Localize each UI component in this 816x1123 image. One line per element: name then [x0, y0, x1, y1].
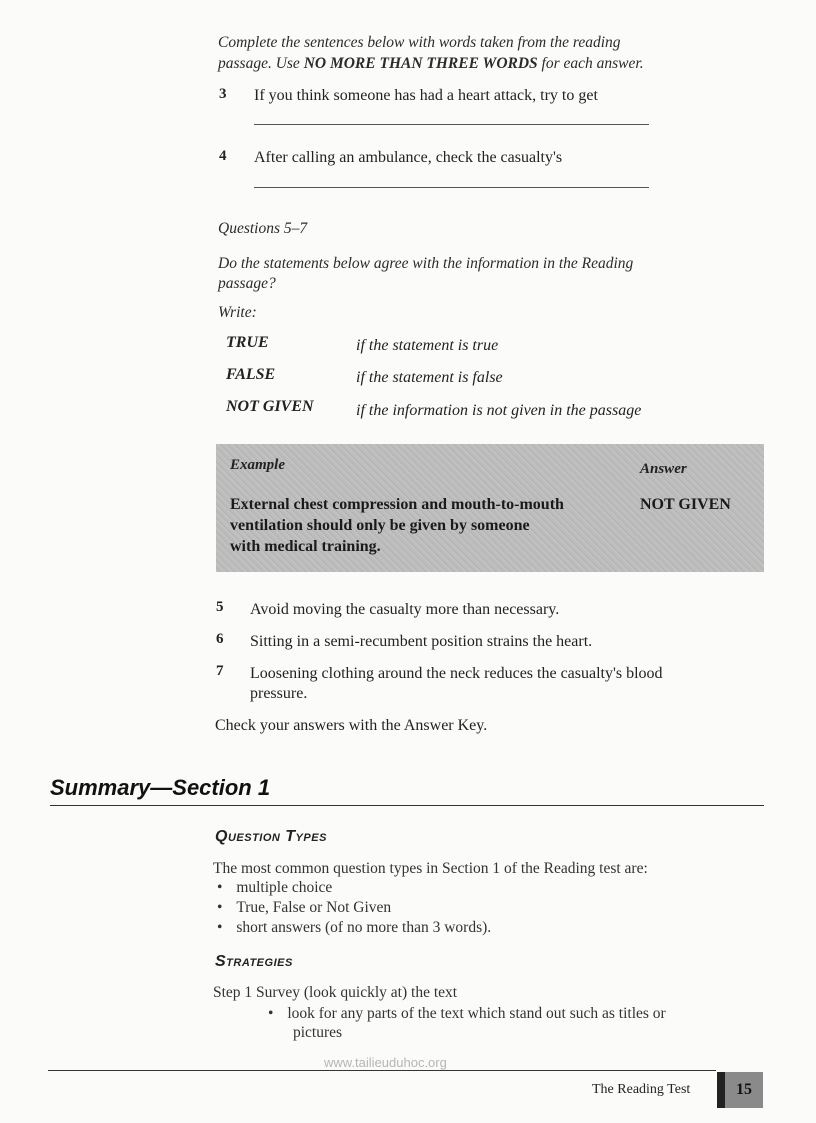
- instructions-line-1: Complete the sentences below with words taken from the reading: [218, 34, 621, 51]
- question-3-number: 3: [219, 86, 227, 102]
- item-5-number: 5: [216, 599, 224, 615]
- legend-value-not-given: if the information is not given in the passage: [356, 402, 642, 419]
- question-type-bullet-2: [217, 899, 391, 917]
- page-number-badge: [717, 1072, 763, 1108]
- bullet-icon: •: [268, 1005, 274, 1022]
- example-statement-line-3: with medical training.: [230, 538, 381, 555]
- answer-line-3[interactable]: [254, 124, 649, 125]
- legend-key-true: TRUE: [226, 334, 269, 351]
- question-types-intro: The most common question types in Section 1 of the Reading test are:: [213, 860, 648, 877]
- step-1-bullet: [268, 1005, 666, 1023]
- summary-title: Summary—Section 1: [50, 775, 271, 800]
- instructions-word-limit: NO MORE THAN THREE WORDS: [303, 55, 538, 72]
- legend-value-false: if the statement is false: [356, 369, 503, 386]
- step-1-bullet-line-2: pictures: [293, 1024, 343, 1041]
- legend-key-false: FALSE: [226, 366, 276, 383]
- item-7-text-line-2: pressure.: [250, 685, 308, 702]
- strategies-heading: Strategies: [215, 953, 293, 970]
- question-type-bullet-1: [217, 879, 332, 897]
- write-label: Write:: [218, 304, 257, 321]
- example-label: Example: [230, 457, 285, 473]
- footer-divider: [48, 1070, 716, 1071]
- question-type-2: True, False or Not Given: [236, 899, 392, 916]
- question-type-3: short answers (of no more than 3 words).: [236, 919, 492, 936]
- bullet-icon: •: [217, 899, 223, 916]
- check-answers-text: Check your answers with the Answer Key.: [215, 717, 488, 734]
- page-number: 15: [736, 1081, 752, 1098]
- question-3-text: If you think someone has had a heart attack, try to get: [254, 87, 598, 104]
- instructions-line-2-pre: passage. Use: [218, 55, 304, 72]
- question-4-text: After calling an ambulance, check the casualty's: [254, 149, 563, 166]
- step-1-bullet-line-1: look for any parts of the text which stand out such as titles or: [287, 1005, 666, 1022]
- question-type-bullet-3: [217, 919, 491, 937]
- question-types-heading: Question Types: [215, 828, 327, 845]
- item-5-text: Avoid moving the casualty more than necessary.: [250, 601, 560, 618]
- legend-key-not-given: NOT GIVEN: [226, 398, 314, 415]
- legend-value-true: if the statement is true: [356, 337, 499, 354]
- instructions-2-line-1: Do the statements below agree with the information in the Reading: [218, 255, 634, 272]
- item-7-text-line-1: Loosening clothing around the neck reduces the casualty's blood: [250, 665, 663, 682]
- bullet-icon: •: [217, 879, 223, 896]
- instructions-2-line-2: passage?: [218, 275, 276, 292]
- instructions-line-2-post: for each answer.: [537, 55, 644, 72]
- item-7-number: 7: [216, 663, 224, 679]
- footer-book-title: The Reading Test: [592, 1082, 691, 1097]
- instructions-line-2: [218, 53, 644, 74]
- strategies-step-1: Step 1 Survey (look quickly at) the text: [213, 984, 458, 1001]
- example-box: [216, 444, 764, 572]
- example-answer: NOT GIVEN: [640, 496, 731, 513]
- bullet-icon: •: [217, 919, 223, 936]
- example-statement-line-1: External chest compression and mouth-to-mouth: [230, 496, 564, 513]
- summary-divider: [50, 805, 764, 806]
- item-6-text: Sitting in a semi-recumbent position strains the heart.: [250, 633, 593, 650]
- question-4-number: 4: [219, 148, 227, 164]
- item-6-number: 6: [216, 631, 224, 647]
- answer-line-4[interactable]: [254, 187, 649, 188]
- watermark: www.tailieuduhoc.org: [324, 1055, 447, 1070]
- question-type-1: multiple choice: [236, 879, 333, 896]
- questions-5-7-heading: Questions 5–7: [218, 220, 308, 237]
- example-answer-label: Answer: [640, 461, 687, 477]
- example-statement-line-2: ventilation should only be given by someone: [230, 517, 530, 534]
